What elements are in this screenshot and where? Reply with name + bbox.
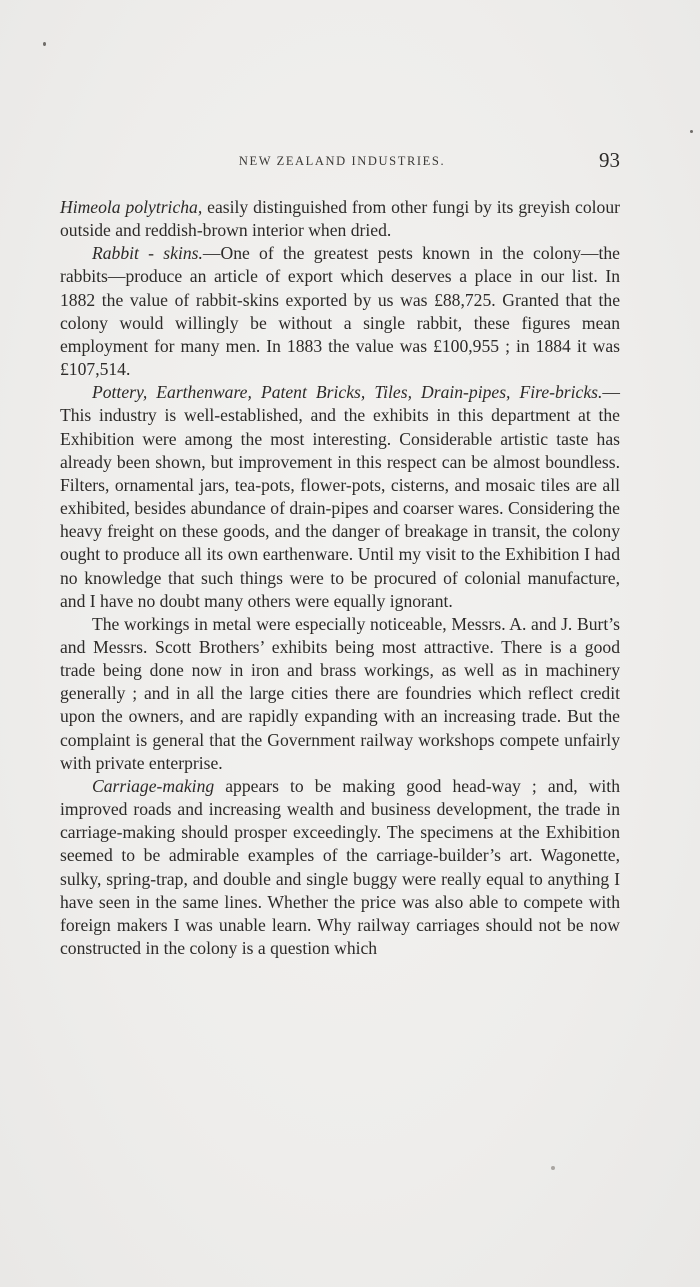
paragraph-carriage-making [60,775,620,960]
body-text [60,196,620,960]
page-number: 93 [599,148,620,172]
running-title: NEW ZEALAND INDUSTRIES. [238,154,446,168]
paragraph-lead-italic: Rabbit - skins. [92,243,203,264]
paper-speck [690,130,693,133]
paper-speck [551,1166,555,1170]
paragraph-lead-italic: Pottery, Earthenware, Patent Bricks, Tiles, Drain-pipes, Fire-bricks. [92,382,603,403]
paragraph-rabbit-skins [60,242,620,381]
paper-speck [43,42,46,46]
paragraph-pottery [60,381,620,613]
running-head [60,148,624,174]
paragraph-text: appears to be making good head-way ; and, with improved roads and increasing wealth and business development, the trade in carriage-making should prosper exceedingly. The specimens at the Exhibition seemed to be admirable examples of the carriage-builder’s art. Wagonette, sulky, spring-trap, and double and single buggy were really equal to anything I have seen in the same lines. Whether the price was also able to compete with foreign makers I was unable learn. Why railway carriages should not be now constructed in the colony is a question which [60,775,620,958]
paragraph-lead-italic: Himeola polytricha, [60,197,203,217]
paragraph-text: The workings in metal were especially noticeable, Messrs. A. and J. Burt’s and Messrs. Scott Brothers’ exhibits being most attractive. There is a good trade being done now in iron and brass workings, as well as in machinery generally ; and in all the large cities there are foundries which reflect credit upon the owners, and are rapidly expanding with an increasing trade. But the complaint is general that the Government railway workshops compete unfairly with private enterprise. [60,613,620,773]
paragraph-himeola [60,196,620,242]
paragraph-text: —One of the greatest pests known in the colony—the rabbits—produce an article of export which deserves a place in our list. In 1882 the value of rabbit-skins exported by us was £88,725. Granted that the colony would willingly be without a single rabbit, these figures mean employment for many men. In 1883 the value was £100,955 ; in 1884 it was £107,514. [60,243,620,380]
paragraph-text: easily distinguished from other fungi by its greyish colour outside and reddish-brown interior when dried. [60,197,620,241]
paragraph-lead-italic: Carriage-making [92,775,215,796]
paragraph-metal-workings [60,613,620,775]
paragraph-text: —This industry is well-established, and the exhibits in this department at the Exhibition were among the most interesting. Considerable artistic taste has already been shown, but improvement in this respect can be almost boundless. Filters, ornamental jars, tea-pots, flower-pots, cisterns, and mosaic tiles are all exhibited, besides abundance of drain-pipes and coarser wares. Considering the heavy freight on these goods, and the danger of breakage in transit, the colony ought to produce all its own earthenware. Until my visit to the Exhibition I had no knowledge that such things were to be procured of colonial manufacture, and I have no doubt many others were equally ignorant. [60,382,620,611]
